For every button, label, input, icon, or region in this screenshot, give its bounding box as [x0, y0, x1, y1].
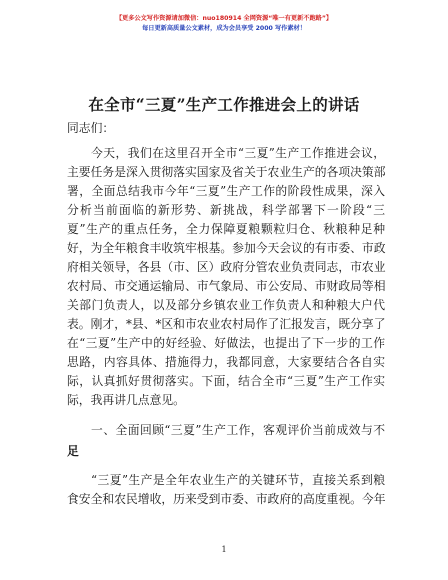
page-number: 1: [221, 545, 227, 554]
body-line: 夏”生产的重点任务，全力保障夏粮颗粒归仓、秋粮种足种: [67, 222, 385, 236]
body-line: 今天，我们在这里召开全市“三夏”生产工作推进会议，: [91, 146, 385, 160]
body-line: 农村局、市交通运输局、市气象局、市公安局、市财政局等相: [67, 279, 386, 293]
section-heading: 一、全面回顾“三夏”生产工作，客观评价当前成效与不: [91, 423, 385, 437]
body-line: 在“三夏”生产中的好经验、好做法，也提出了下一步的工作: [67, 336, 385, 350]
body-line: 食安全和农民增收，历来受到市委、市政府的高度重视。今年: [67, 492, 386, 506]
body-line: “三夏”生产是全年农业生产的关键环节，直接关系到粮: [91, 473, 385, 487]
promo-banner-line-1: 【更多公文写作资源请加微信：nuo180914 全网资源“唯一有更新不跑路”】: [115, 15, 333, 22]
body-line: 表。刚才，*县、*区和市农业农村局作了汇报发言，既分享了: [67, 317, 386, 331]
section-heading-continued: 足: [67, 444, 79, 458]
promo-banner: [0, 14, 448, 34]
body-line: 际，我再讲几点意见。: [67, 393, 185, 407]
body-line: 府相关领导，各县（市、区）政府分管农业负责同志，市农业: [67, 260, 386, 274]
promo-banner-line-2: 每日更新高质量公文素材，成为会员享受 2000 写作素材！: [142, 25, 306, 32]
body-line: 好，为全年粮食丰收筑牢根基。参加今天会议的有市委、市政: [67, 241, 386, 255]
body-line: 关部门负责人，以及部分乡镇农业工作负责人和种粮大户代: [67, 298, 385, 312]
body-line: 际，认真抓好贯彻落实。下面，结合全市“三夏”生产工作实: [67, 374, 385, 388]
body-line: 思路，内容具体、措施得力，我都同意，大家要结合各自实: [67, 355, 385, 369]
body-line: 主要任务是深入贯彻落实国家及省关于农业生产的各项决策部: [67, 165, 386, 179]
salutation: 同志们：: [67, 121, 115, 135]
document-title: 在全市“三夏”生产工作推进会上的讲话: [88, 95, 360, 114]
body-line: 分析当前面临的新形势、新挑战，科学部署下一阶段“三: [67, 203, 385, 217]
body-line: 署，全面总结我市今年“三夏”生产工作的阶段性成果，深入: [67, 184, 385, 198]
